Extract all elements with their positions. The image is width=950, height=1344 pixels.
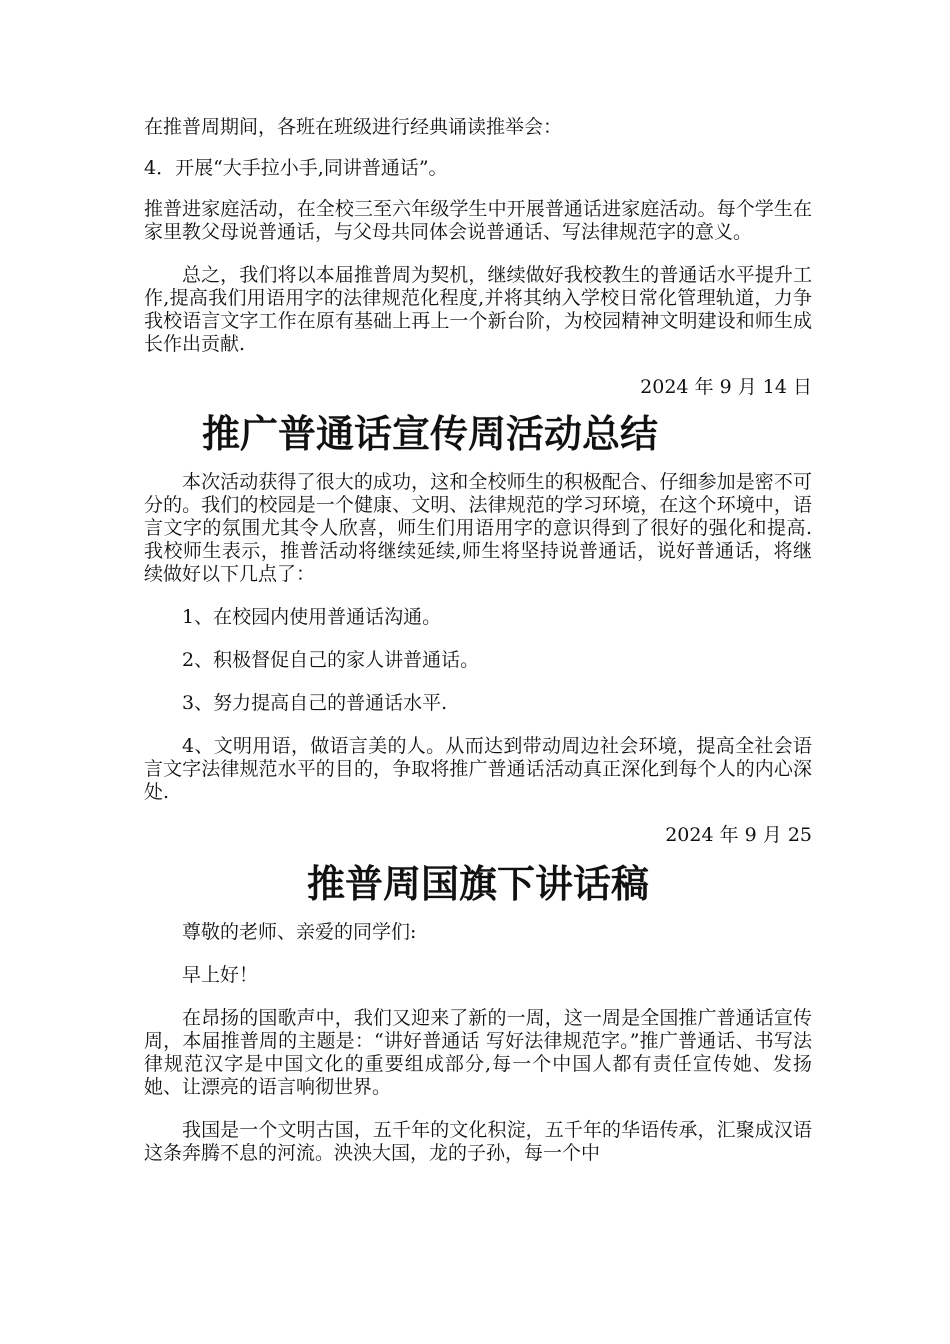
heading-speech: 推普周国旗下讲话稿 bbox=[306, 861, 649, 906]
list-item: 3、努力提高自己的普通话水平. bbox=[182, 692, 448, 714]
paragraph-speech-2: 我国是一个文明古国，五千年的文化积淀，五千年的华语传承，汇聚成汉语这条奔腾不息的河流。泱泱大国，龙的子孙，每一个中 bbox=[144, 1119, 812, 1164]
paragraph-greeting: 尊敬的老师、亲爱的同学们: bbox=[182, 921, 417, 943]
paragraph-summary-intro: 本次活动获得了很大的成功，这和全校师生的积极配合、仔细参加是密不可分的。我们的校园是一个健康、文明、法律规范的学习环境，在这个环境中，语言文字的氛围尤其令人欣喜，师生们用语用字的意识得到了很好的强化和提高.我校师生表示，推普活动将继续延续,师生将坚持说普通话，说好普通话，将继续做好以下几点了： bbox=[144, 471, 812, 585]
heading-summary: 推广普通话宣传周活动总结 bbox=[202, 411, 659, 456]
document-content bbox=[144, 116, 812, 1165]
paragraph-recital: 在推普周期间，各班在班级进行经典诵读推举会： bbox=[144, 116, 563, 138]
list-item: 1、在校园内使用普通话沟通。 bbox=[182, 606, 442, 628]
paragraph-family-activity: 推普进家庭活动，在全校三至六年级学生中开展普通话进家庭活动。每个学生在家里教父母说普通话，与父母共同体会说普通话、写法律规范字的意义。 bbox=[144, 198, 812, 243]
list-item: 4、文明用语，做语言美的人。从而达到带动周边社会环境，提高全社会语言文字法律规范水平的目的，争取将推广普通话活动真正深化到每个人的内心深处. bbox=[144, 735, 812, 803]
paragraph-good-morning: 早上好！ bbox=[182, 964, 259, 986]
date-section2: 2024 年 9 月 25 bbox=[665, 824, 812, 846]
list-item: 2、积极督促自己的家人讲普通话。 bbox=[182, 649, 480, 671]
date-section1: 2024 年 9 月 14 日 bbox=[640, 376, 812, 398]
paragraph-speech-1: 在昂扬的国歌声中，我们又迎来了新的一周，这一周是全国推广普通话宣传周，本届推普周的主题是：“讲好普通话 写好法律规范字。”推广普通话、书写法律规范汉字是中国文化的重要组成部分,每一个中国人都有责任宣传她、发扬她、让漂亮的语言响彻世界。 bbox=[144, 1007, 812, 1098]
paragraph-item-4: 4．开展“大手拉小手,同讲普通话”。 bbox=[144, 157, 448, 179]
paragraph-conclusion: 总之，我们将以本届推普周为契机，继续做好我校教生的普通话水平提升工作,提高我们用语用字的法律规范化程度,并将其纳入学校日常化管理轨道，力争我校语言文字工作在原有基础上再上一个新台阶，为校园精神文明建设和师生成长作出贡献. bbox=[144, 264, 812, 355]
